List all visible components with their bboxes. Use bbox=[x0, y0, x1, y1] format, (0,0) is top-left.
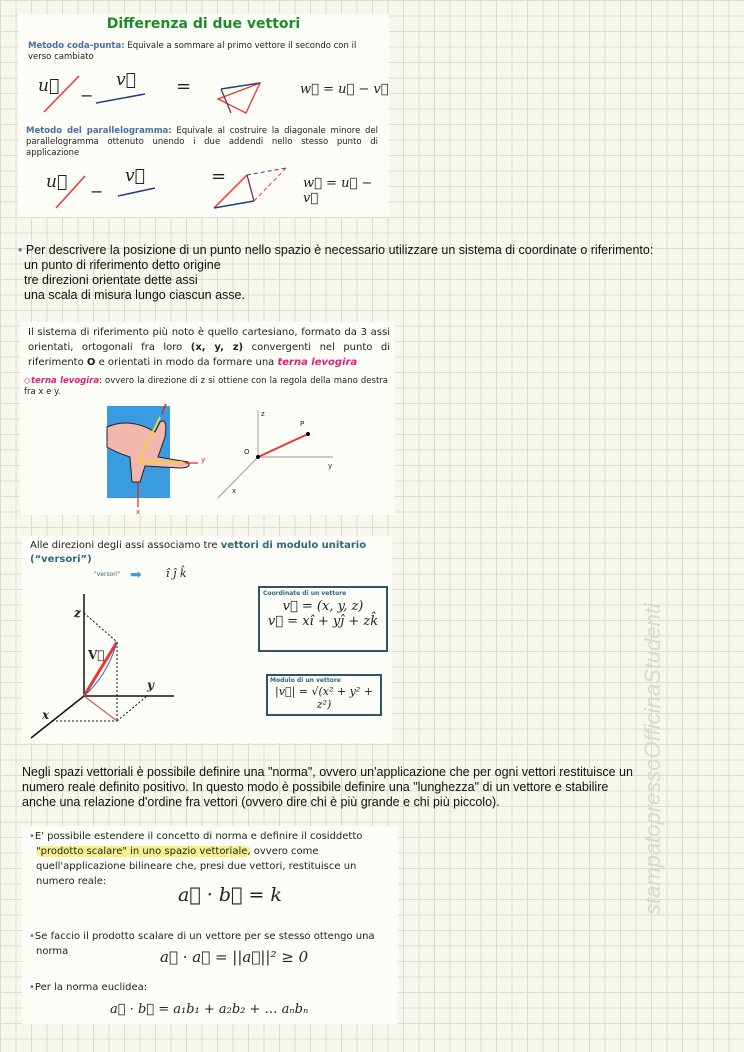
slide-unit-vectors bbox=[22, 536, 392, 743]
method-parallelogram: Metodo del parallelogramma: Equivale al costruire la diagonale minore del parallelogramma ottenuto unendo i due addendi nello stesso punto di applicazione bbox=[26, 126, 378, 158]
bullet: • bbox=[18, 243, 23, 257]
vector-v-label: V⃗ bbox=[88, 648, 105, 662]
minus-sign: − bbox=[80, 86, 94, 105]
note-coordinate-system: • Per descrivere la posizione di un punto nello spazio è necessario utilizzare un sistema di coordinate o riferimento: un punto di riferimento detto origine tre direzioni orientate dette assi una scala di misura lungo ciascun asse. bbox=[18, 243, 654, 302]
method-tail-tip: Metodo coda-punta: Equivale a sommare al primo vettore il secondo con il verso cambiato bbox=[28, 41, 357, 62]
slide-scalar-product bbox=[22, 826, 398, 1024]
magnitude-box: Modulo di un vettore |v⃗| = √(x² + y² + z²) bbox=[266, 674, 382, 716]
formula-euclidean: a⃗ · b⃗ = a₁b₁ + a₂b₂ + … aₙbₙ bbox=[110, 1002, 309, 1017]
equals-sign: = bbox=[211, 166, 227, 187]
origin-label: O bbox=[244, 448, 250, 456]
coordinates-box: Coordinate di un vettore v⃗ = (x, y, z) v⃗ = xî + yĵ + zk̂ bbox=[258, 586, 388, 652]
watermark: stampatopressoOfficinaStudenti bbox=[640, 603, 665, 915]
formula-dot-product: a⃗ · b⃗ = k bbox=[178, 884, 282, 906]
arrow-icon: ➡ bbox=[130, 567, 142, 583]
axis-y-label: y bbox=[328, 462, 333, 470]
point-p-label: P bbox=[300, 420, 305, 428]
formula-w: w⃗ = u⃗ − v⃗ bbox=[300, 82, 389, 97]
formula-norm: a⃗ · a⃗ = ||a⃗||² ≥ 0 bbox=[160, 948, 309, 966]
bullet-scalar-product: •E' possibile estendere il concetto di norma e definire il cosiddetto "prodotto scalare" in uno spazio vettoriale, ovvero come quell'applicazione bilineare che, presi due vettori, restituisce un numero reale: bbox=[29, 831, 363, 887]
versori-label: "versori" bbox=[94, 571, 121, 578]
slide-cartesian-system bbox=[20, 322, 395, 515]
hand-axis-y: y bbox=[201, 456, 206, 464]
bullet-self-product: •Se faccio il prodotto scalare di un vettore per se stesso ottengo una norma bbox=[29, 931, 375, 957]
versori-symbols: î ĵ k̂ bbox=[166, 567, 187, 580]
highlighted-text: "prodotto scalare" in uno spazio vettoriale, bbox=[36, 846, 251, 857]
slide-vector-difference bbox=[18, 14, 389, 217]
versori-intro: Alle direzioni degli assi associamo tre vettori di modulo unitario (“versori”) bbox=[30, 540, 367, 565]
hand-axis-z: z bbox=[163, 402, 167, 410]
formula-w: w⃗ = u⃗ − v⃗ bbox=[303, 176, 373, 206]
terna-levogira-note: ◇terna levogira: ovvero la direzione di z si ottiene con la regola della mano destra fra x e y. bbox=[24, 376, 388, 397]
cartesian-paragraph: Il sistema di riferimento più noto è quello cartesiano, formato da 3 assi orientati, ortogonali fra loro (x, y, z) convergenti nel punto di riferimento O e orientati in modo da formare una terna levogira bbox=[28, 327, 390, 368]
axis-x-label: x bbox=[42, 708, 50, 722]
hand-axis-x: x bbox=[136, 508, 141, 516]
bullet-euclidean: •Per la norma euclidea: bbox=[29, 982, 148, 993]
axis-x-label: x bbox=[232, 487, 237, 495]
right-hand-rule-illustration bbox=[20, 322, 395, 515]
vector-v: v⃗ bbox=[125, 166, 145, 186]
axis-z-label: z bbox=[74, 606, 81, 620]
equals-sign: = bbox=[176, 76, 192, 97]
axis-z-label: z bbox=[261, 410, 265, 418]
note-norm: Negli spazi vettoriali è possibile definire una "norma", ovvero un'applicazione che per ogni vettori restituisce un numero reale definito positivo. In questo modo è possibile definire una "lunghezza" di un vettore e stabilire anche una relazione d'ordine fra vettori (ovvero dire chi è più grande e chi più piccolo). bbox=[22, 765, 633, 809]
vector-v: v⃗ bbox=[116, 70, 136, 90]
axis-y-label: y bbox=[147, 678, 154, 692]
minus-sign: − bbox=[90, 182, 104, 201]
vector-u: u⃗ bbox=[38, 76, 60, 96]
vector-u: u⃗ bbox=[46, 172, 68, 192]
slide-title: Differenza di due vettori bbox=[106, 16, 301, 32]
